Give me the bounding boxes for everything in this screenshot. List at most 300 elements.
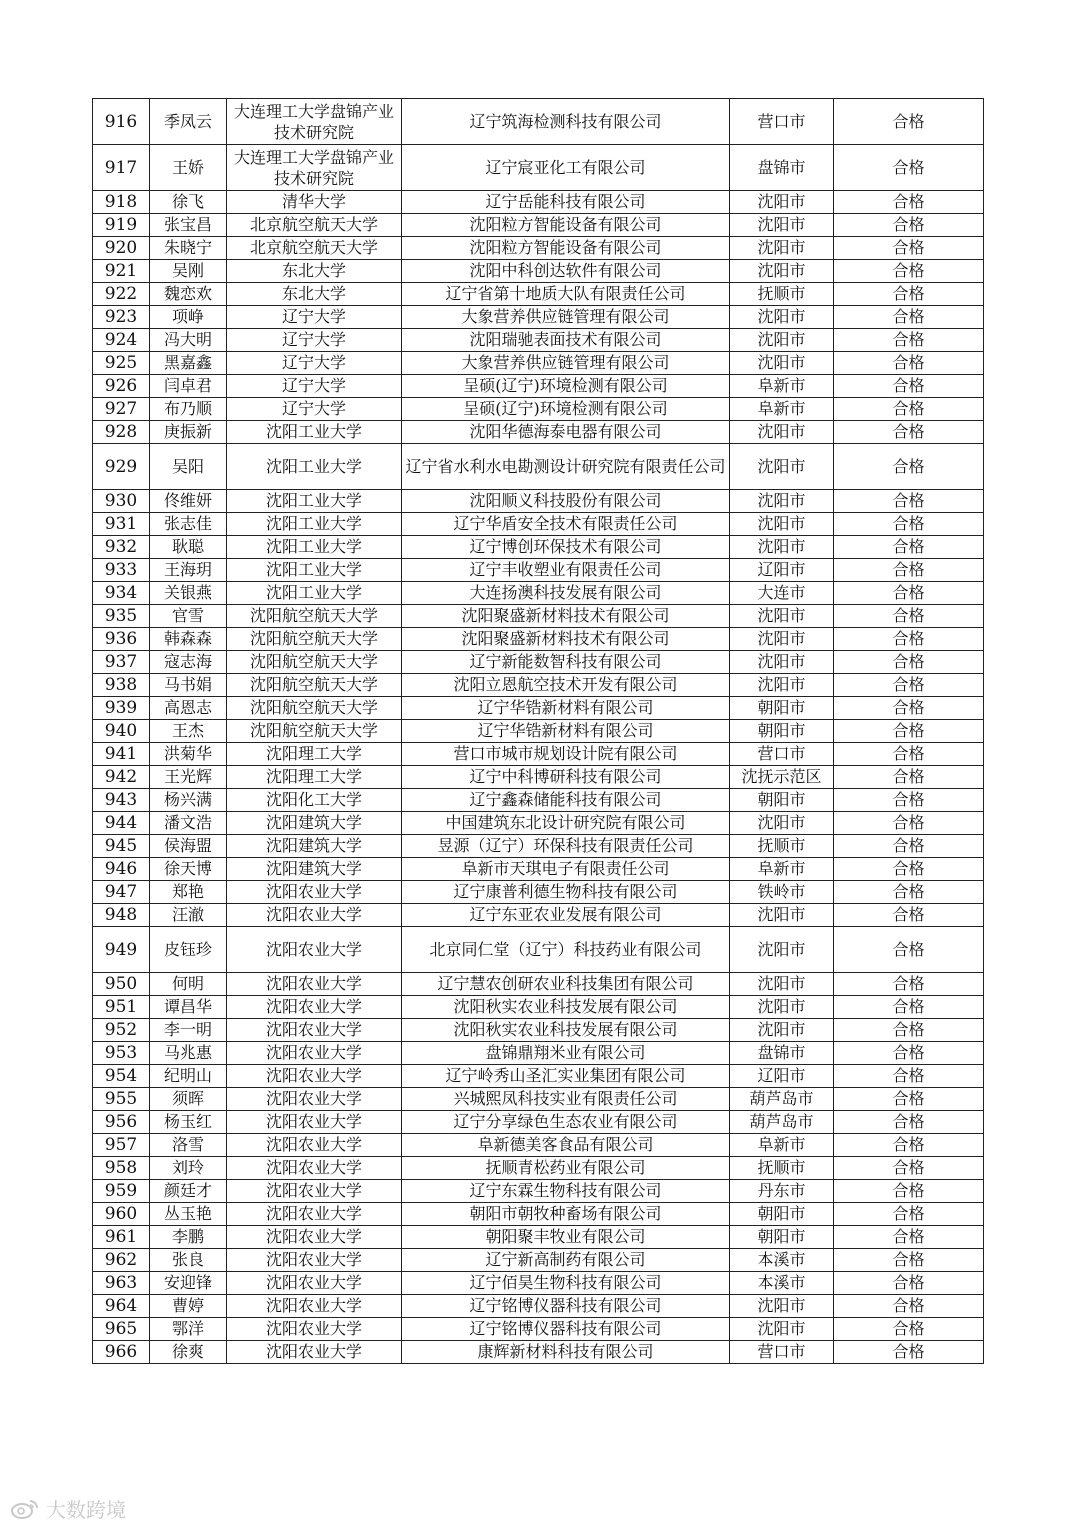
person-name: 曹婷 <box>150 1295 227 1318</box>
person-name: 侯海盟 <box>150 835 227 858</box>
result-status: 合格 <box>834 260 984 283</box>
table-row <box>93 1042 984 1065</box>
person-name: 耿聪 <box>150 536 227 559</box>
city-name: 沈阳市 <box>730 306 834 329</box>
result-status: 合格 <box>834 352 984 375</box>
city-name: 沈阳市 <box>730 191 834 214</box>
city-name: 沈阳市 <box>730 352 834 375</box>
row-number: 957 <box>93 1134 150 1157</box>
table-row <box>93 835 984 858</box>
table-row <box>93 375 984 398</box>
university-name: 沈阳工业大学 <box>227 513 402 536</box>
result-status: 合格 <box>834 881 984 904</box>
result-status: 合格 <box>834 1295 984 1318</box>
person-name: 寇志海 <box>150 651 227 674</box>
table-row <box>93 789 984 812</box>
result-status: 合格 <box>834 766 984 789</box>
weibo-icon <box>10 1498 40 1520</box>
result-status: 合格 <box>834 490 984 513</box>
row-number: 951 <box>93 996 150 1019</box>
company-name: 沈阳中科创达软件有限公司 <box>402 260 730 283</box>
city-name: 本溪市 <box>730 1272 834 1295</box>
table-row <box>93 306 984 329</box>
person-name: 季凤云 <box>150 99 227 145</box>
person-name: 丛玉艳 <box>150 1203 227 1226</box>
result-status: 合格 <box>834 927 984 973</box>
person-name: 徐天博 <box>150 858 227 881</box>
person-name: 郑艳 <box>150 881 227 904</box>
company-name: 沈阳秋实农业科技发展有限公司 <box>402 1019 730 1042</box>
row-number: 926 <box>93 375 150 398</box>
row-number: 928 <box>93 421 150 444</box>
row-number: 947 <box>93 881 150 904</box>
university-name: 北京航空航天大学 <box>227 237 402 260</box>
table-body <box>93 99 984 1364</box>
city-name: 沈阳市 <box>730 973 834 996</box>
result-status: 合格 <box>834 559 984 582</box>
university-name: 沈阳农业大学 <box>227 927 402 973</box>
company-name: 朝阳聚丰牧业有限公司 <box>402 1226 730 1249</box>
company-name: 沈阳聚盛新材料技术有限公司 <box>402 605 730 628</box>
table-row <box>93 697 984 720</box>
result-status: 合格 <box>834 237 984 260</box>
company-name: 辽宁佰昊生物科技有限公司 <box>402 1272 730 1295</box>
university-name: 沈阳农业大学 <box>227 1065 402 1088</box>
university-name: 沈阳航空航天大学 <box>227 651 402 674</box>
city-name: 辽阳市 <box>730 559 834 582</box>
table-row <box>93 1318 984 1341</box>
result-status: 合格 <box>834 628 984 651</box>
company-name: 辽宁丰收塑业有限责任公司 <box>402 559 730 582</box>
person-name: 洪菊华 <box>150 743 227 766</box>
table-row <box>93 881 984 904</box>
row-number: 921 <box>93 260 150 283</box>
company-name: 辽宁华锆新材料有限公司 <box>402 697 730 720</box>
company-name: 辽宁中科博研科技有限公司 <box>402 766 730 789</box>
row-number: 938 <box>93 674 150 697</box>
person-name: 刘玲 <box>150 1157 227 1180</box>
university-name: 沈阳农业大学 <box>227 973 402 996</box>
university-name: 辽宁大学 <box>227 375 402 398</box>
result-status: 合格 <box>834 444 984 490</box>
city-name: 葫芦岛市 <box>730 1111 834 1134</box>
company-name: 沈阳立恩航空技术开发有限公司 <box>402 674 730 697</box>
company-name: 北京同仁堂（辽宁）科技药业有限公司 <box>402 927 730 973</box>
company-name: 沈阳粒方智能设备有限公司 <box>402 237 730 260</box>
person-name: 庚振新 <box>150 421 227 444</box>
row-number: 929 <box>93 444 150 490</box>
university-name: 辽宁大学 <box>227 398 402 421</box>
company-name: 呈硕(辽宁)环境检测有限公司 <box>402 375 730 398</box>
table-row <box>93 973 984 996</box>
person-name: 谭昌华 <box>150 996 227 1019</box>
university-name: 辽宁大学 <box>227 352 402 375</box>
city-name: 葫芦岛市 <box>730 1088 834 1111</box>
company-name: 辽宁华锆新材料有限公司 <box>402 720 730 743</box>
result-status: 合格 <box>834 720 984 743</box>
result-status: 合格 <box>834 536 984 559</box>
university-name: 辽宁大学 <box>227 306 402 329</box>
university-name: 沈阳农业大学 <box>227 1019 402 1042</box>
city-name: 抚顺市 <box>730 283 834 306</box>
company-name: 辽宁新高制药有限公司 <box>402 1249 730 1272</box>
university-name: 东北大学 <box>227 283 402 306</box>
table-row <box>93 559 984 582</box>
result-status: 合格 <box>834 605 984 628</box>
company-name: 沈阳秋实农业科技发展有限公司 <box>402 996 730 1019</box>
result-status: 合格 <box>834 421 984 444</box>
result-status: 合格 <box>834 1180 984 1203</box>
table-row <box>93 720 984 743</box>
city-name: 阜新市 <box>730 858 834 881</box>
university-name: 沈阳建筑大学 <box>227 858 402 881</box>
row-number: 948 <box>93 904 150 927</box>
result-status: 合格 <box>834 1111 984 1134</box>
row-number: 937 <box>93 651 150 674</box>
row-number: 931 <box>93 513 150 536</box>
results-table <box>92 98 984 1364</box>
city-name: 沈阳市 <box>730 329 834 352</box>
row-number: 941 <box>93 743 150 766</box>
company-name: 阜新市天琪电子有限责任公司 <box>402 858 730 881</box>
city-name: 沈阳市 <box>730 513 834 536</box>
university-name: 沈阳工业大学 <box>227 536 402 559</box>
table-row <box>93 1019 984 1042</box>
city-name: 沈阳市 <box>730 1019 834 1042</box>
row-number: 950 <box>93 973 150 996</box>
table-row <box>93 582 984 605</box>
result-status: 合格 <box>834 99 984 145</box>
company-name: 兴城熙凤科技实业有限责任公司 <box>402 1088 730 1111</box>
table-row <box>93 812 984 835</box>
row-number: 953 <box>93 1042 150 1065</box>
person-name: 布乃顺 <box>150 398 227 421</box>
company-name: 辽宁东霖生物科技有限公司 <box>402 1180 730 1203</box>
university-name: 沈阳农业大学 <box>227 1111 402 1134</box>
row-number: 966 <box>93 1341 150 1364</box>
company-name: 大象营养供应链管理有限公司 <box>402 352 730 375</box>
table-row <box>93 858 984 881</box>
person-name: 黑嘉鑫 <box>150 352 227 375</box>
row-number: 945 <box>93 835 150 858</box>
table-row <box>93 1226 984 1249</box>
person-name: 皮钰珍 <box>150 927 227 973</box>
table-row <box>93 536 984 559</box>
row-number: 919 <box>93 214 150 237</box>
university-name: 沈阳农业大学 <box>227 1318 402 1341</box>
person-name: 王娇 <box>150 145 227 191</box>
university-name: 沈阳农业大学 <box>227 1203 402 1226</box>
row-number: 942 <box>93 766 150 789</box>
person-name: 洛雪 <box>150 1134 227 1157</box>
person-name: 安迎锋 <box>150 1272 227 1295</box>
result-status: 合格 <box>834 1341 984 1364</box>
university-name: 沈阳农业大学 <box>227 1249 402 1272</box>
company-name: 沈阳聚盛新材料技术有限公司 <box>402 628 730 651</box>
result-status: 合格 <box>834 651 984 674</box>
table-row <box>93 260 984 283</box>
result-status: 合格 <box>834 1157 984 1180</box>
person-name: 吴阳 <box>150 444 227 490</box>
university-name: 沈阳农业大学 <box>227 1341 402 1364</box>
company-name: 辽宁铭博仪器科技有限公司 <box>402 1295 730 1318</box>
table-row <box>93 1341 984 1364</box>
result-status: 合格 <box>834 674 984 697</box>
university-name: 沈阳化工大学 <box>227 789 402 812</box>
company-name: 辽宁康普利德生物科技有限公司 <box>402 881 730 904</box>
city-name: 营口市 <box>730 99 834 145</box>
city-name: 沈阳市 <box>730 421 834 444</box>
company-name: 辽宁分享绿色生态农业有限公司 <box>402 1111 730 1134</box>
table-row <box>93 191 984 214</box>
result-status: 合格 <box>834 973 984 996</box>
university-name: 沈阳农业大学 <box>227 1295 402 1318</box>
table-row <box>93 99 984 145</box>
city-name: 朝阳市 <box>730 1203 834 1226</box>
table-row <box>93 1065 984 1088</box>
university-name: 沈阳建筑大学 <box>227 812 402 835</box>
result-status: 合格 <box>834 398 984 421</box>
result-status: 合格 <box>834 697 984 720</box>
table-row <box>93 398 984 421</box>
city-name: 沈抚示范区 <box>730 766 834 789</box>
university-name: 沈阳农业大学 <box>227 1226 402 1249</box>
city-name: 盘锦市 <box>730 1042 834 1065</box>
person-name: 马书娟 <box>150 674 227 697</box>
city-name: 沈阳市 <box>730 812 834 835</box>
university-name: 辽宁大学 <box>227 329 402 352</box>
table-row <box>93 674 984 697</box>
row-number: 943 <box>93 789 150 812</box>
table-row <box>93 743 984 766</box>
university-name: 沈阳农业大学 <box>227 881 402 904</box>
row-number: 940 <box>93 720 150 743</box>
university-name: 沈阳工业大学 <box>227 582 402 605</box>
table-row <box>93 1295 984 1318</box>
city-name: 朝阳市 <box>730 697 834 720</box>
company-name: 沈阳顺义科技股份有限公司 <box>402 490 730 513</box>
result-status: 合格 <box>834 789 984 812</box>
row-number: 918 <box>93 191 150 214</box>
row-number: 916 <box>93 99 150 145</box>
table-row <box>93 513 984 536</box>
university-name: 沈阳工业大学 <box>227 421 402 444</box>
row-number: 960 <box>93 1203 150 1226</box>
table-row <box>93 145 984 191</box>
person-name: 纪明山 <box>150 1065 227 1088</box>
table-row <box>93 1249 984 1272</box>
row-number: 923 <box>93 306 150 329</box>
university-name: 沈阳农业大学 <box>227 1157 402 1180</box>
city-name: 沈阳市 <box>730 904 834 927</box>
row-number: 964 <box>93 1295 150 1318</box>
result-status: 合格 <box>834 1019 984 1042</box>
company-name: 辽宁岳能科技有限公司 <box>402 191 730 214</box>
university-name: 北京航空航天大学 <box>227 214 402 237</box>
university-name: 沈阳航空航天大学 <box>227 605 402 628</box>
company-name: 沈阳粒方智能设备有限公司 <box>402 214 730 237</box>
table-row <box>93 421 984 444</box>
company-name: 大象营养供应链管理有限公司 <box>402 306 730 329</box>
university-name: 沈阳农业大学 <box>227 1088 402 1111</box>
university-name: 沈阳理工大学 <box>227 743 402 766</box>
person-name: 高恩志 <box>150 697 227 720</box>
city-name: 铁岭市 <box>730 881 834 904</box>
city-name: 沈阳市 <box>730 260 834 283</box>
watermark <box>10 1494 126 1523</box>
company-name: 中国建筑东北设计研究院有限公司 <box>402 812 730 835</box>
company-name: 辽宁东亚农业发展有限公司 <box>402 904 730 927</box>
row-number: 927 <box>93 398 150 421</box>
row-number: 935 <box>93 605 150 628</box>
result-status: 合格 <box>834 1088 984 1111</box>
university-name: 沈阳农业大学 <box>227 1042 402 1065</box>
city-name: 沈阳市 <box>730 490 834 513</box>
person-name: 官雪 <box>150 605 227 628</box>
university-name: 沈阳农业大学 <box>227 904 402 927</box>
university-name: 沈阳航空航天大学 <box>227 720 402 743</box>
person-name: 朱晓宁 <box>150 237 227 260</box>
table-row <box>93 1111 984 1134</box>
person-name: 张良 <box>150 1249 227 1272</box>
city-name: 朝阳市 <box>730 1226 834 1249</box>
company-name: 呈硕(辽宁)环境检测有限公司 <box>402 398 730 421</box>
row-number: 961 <box>93 1226 150 1249</box>
row-number: 933 <box>93 559 150 582</box>
city-name: 阜新市 <box>730 398 834 421</box>
city-name: 辽阳市 <box>730 1065 834 1088</box>
city-name: 沈阳市 <box>730 628 834 651</box>
table-row <box>93 1180 984 1203</box>
company-name: 大连扬澳科技发展有限公司 <box>402 582 730 605</box>
person-name: 佟维妍 <box>150 490 227 513</box>
company-name: 朝阳市朝牧种畜场有限公司 <box>402 1203 730 1226</box>
city-name: 朝阳市 <box>730 720 834 743</box>
company-name: 阜新德美客食品有限公司 <box>402 1134 730 1157</box>
person-name: 项峥 <box>150 306 227 329</box>
city-name: 沈阳市 <box>730 927 834 973</box>
result-status: 合格 <box>834 1134 984 1157</box>
table-row <box>93 1134 984 1157</box>
person-name: 王杰 <box>150 720 227 743</box>
university-name: 沈阳航空航天大学 <box>227 697 402 720</box>
table-row <box>93 1088 984 1111</box>
row-number: 944 <box>93 812 150 835</box>
city-name: 盘锦市 <box>730 145 834 191</box>
company-name: 辽宁慧农创研农业科技集团有限公司 <box>402 973 730 996</box>
company-name: 沈阳瑞驰表面技术有限公司 <box>402 329 730 352</box>
city-name: 阜新市 <box>730 1134 834 1157</box>
result-status: 合格 <box>834 1272 984 1295</box>
university-name: 沈阳工业大学 <box>227 444 402 490</box>
row-number: 924 <box>93 329 150 352</box>
result-status: 合格 <box>834 1203 984 1226</box>
company-name: 康辉新材料科技有限公司 <box>402 1341 730 1364</box>
city-name: 大连市 <box>730 582 834 605</box>
company-name: 沈阳华德海泰电器有限公司 <box>402 421 730 444</box>
person-name: 徐飞 <box>150 191 227 214</box>
table-row <box>93 214 984 237</box>
person-name: 闫卓君 <box>150 375 227 398</box>
city-name: 本溪市 <box>730 1249 834 1272</box>
company-name: 辽宁博创环保技术有限公司 <box>402 536 730 559</box>
city-name: 沈阳市 <box>730 1295 834 1318</box>
university-name: 沈阳工业大学 <box>227 559 402 582</box>
result-status: 合格 <box>834 996 984 1019</box>
company-name: 辽宁铭博仪器科技有限公司 <box>402 1318 730 1341</box>
table-row <box>93 628 984 651</box>
company-name: 辽宁新能数智科技有限公司 <box>402 651 730 674</box>
university-name: 沈阳农业大学 <box>227 996 402 1019</box>
table-row <box>93 490 984 513</box>
city-name: 沈阳市 <box>730 605 834 628</box>
table-row <box>93 651 984 674</box>
table-row <box>93 237 984 260</box>
city-name: 阜新市 <box>730 375 834 398</box>
company-name: 辽宁省水利水电勘测设计研究院有限责任公司 <box>402 444 730 490</box>
result-status: 合格 <box>834 812 984 835</box>
row-number: 920 <box>93 237 150 260</box>
person-name: 李一明 <box>150 1019 227 1042</box>
row-number: 958 <box>93 1157 150 1180</box>
person-name: 鄂洋 <box>150 1318 227 1341</box>
university-name: 沈阳农业大学 <box>227 1134 402 1157</box>
result-status: 合格 <box>834 1226 984 1249</box>
person-name: 张宝昌 <box>150 214 227 237</box>
table-row <box>93 1157 984 1180</box>
city-name: 沈阳市 <box>730 996 834 1019</box>
result-status: 合格 <box>834 283 984 306</box>
row-number: 956 <box>93 1111 150 1134</box>
city-name: 沈阳市 <box>730 444 834 490</box>
row-number: 952 <box>93 1019 150 1042</box>
person-name: 须晖 <box>150 1088 227 1111</box>
person-name: 冯大明 <box>150 329 227 352</box>
table-row <box>93 1203 984 1226</box>
company-name: 盘锦鼎翔米业有限公司 <box>402 1042 730 1065</box>
city-name: 丹东市 <box>730 1180 834 1203</box>
university-name: 沈阳航空航天大学 <box>227 628 402 651</box>
row-number: 930 <box>93 490 150 513</box>
university-name: 大连理工大学盘锦产业技术研究院 <box>227 99 402 145</box>
person-name: 王海玥 <box>150 559 227 582</box>
table-row <box>93 996 984 1019</box>
row-number: 955 <box>93 1088 150 1111</box>
city-name: 抚顺市 <box>730 1157 834 1180</box>
city-name: 朝阳市 <box>730 789 834 812</box>
university-name: 沈阳工业大学 <box>227 490 402 513</box>
row-number: 925 <box>93 352 150 375</box>
company-name: 辽宁华盾安全技术有限责任公司 <box>402 513 730 536</box>
person-name: 何明 <box>150 973 227 996</box>
result-status: 合格 <box>834 835 984 858</box>
row-number: 932 <box>93 536 150 559</box>
person-name: 王光辉 <box>150 766 227 789</box>
table-row <box>93 283 984 306</box>
result-status: 合格 <box>834 513 984 536</box>
result-status: 合格 <box>834 214 984 237</box>
result-status: 合格 <box>834 145 984 191</box>
city-name: 营口市 <box>730 1341 834 1364</box>
company-name: 昱源（辽宁）环保科技有限责任公司 <box>402 835 730 858</box>
table-row <box>93 605 984 628</box>
row-number: 949 <box>93 927 150 973</box>
table-row <box>93 1272 984 1295</box>
city-name: 营口市 <box>730 743 834 766</box>
person-name: 关银燕 <box>150 582 227 605</box>
university-name: 沈阳建筑大学 <box>227 835 402 858</box>
watermark-text: 大数跨境 <box>46 1498 126 1522</box>
